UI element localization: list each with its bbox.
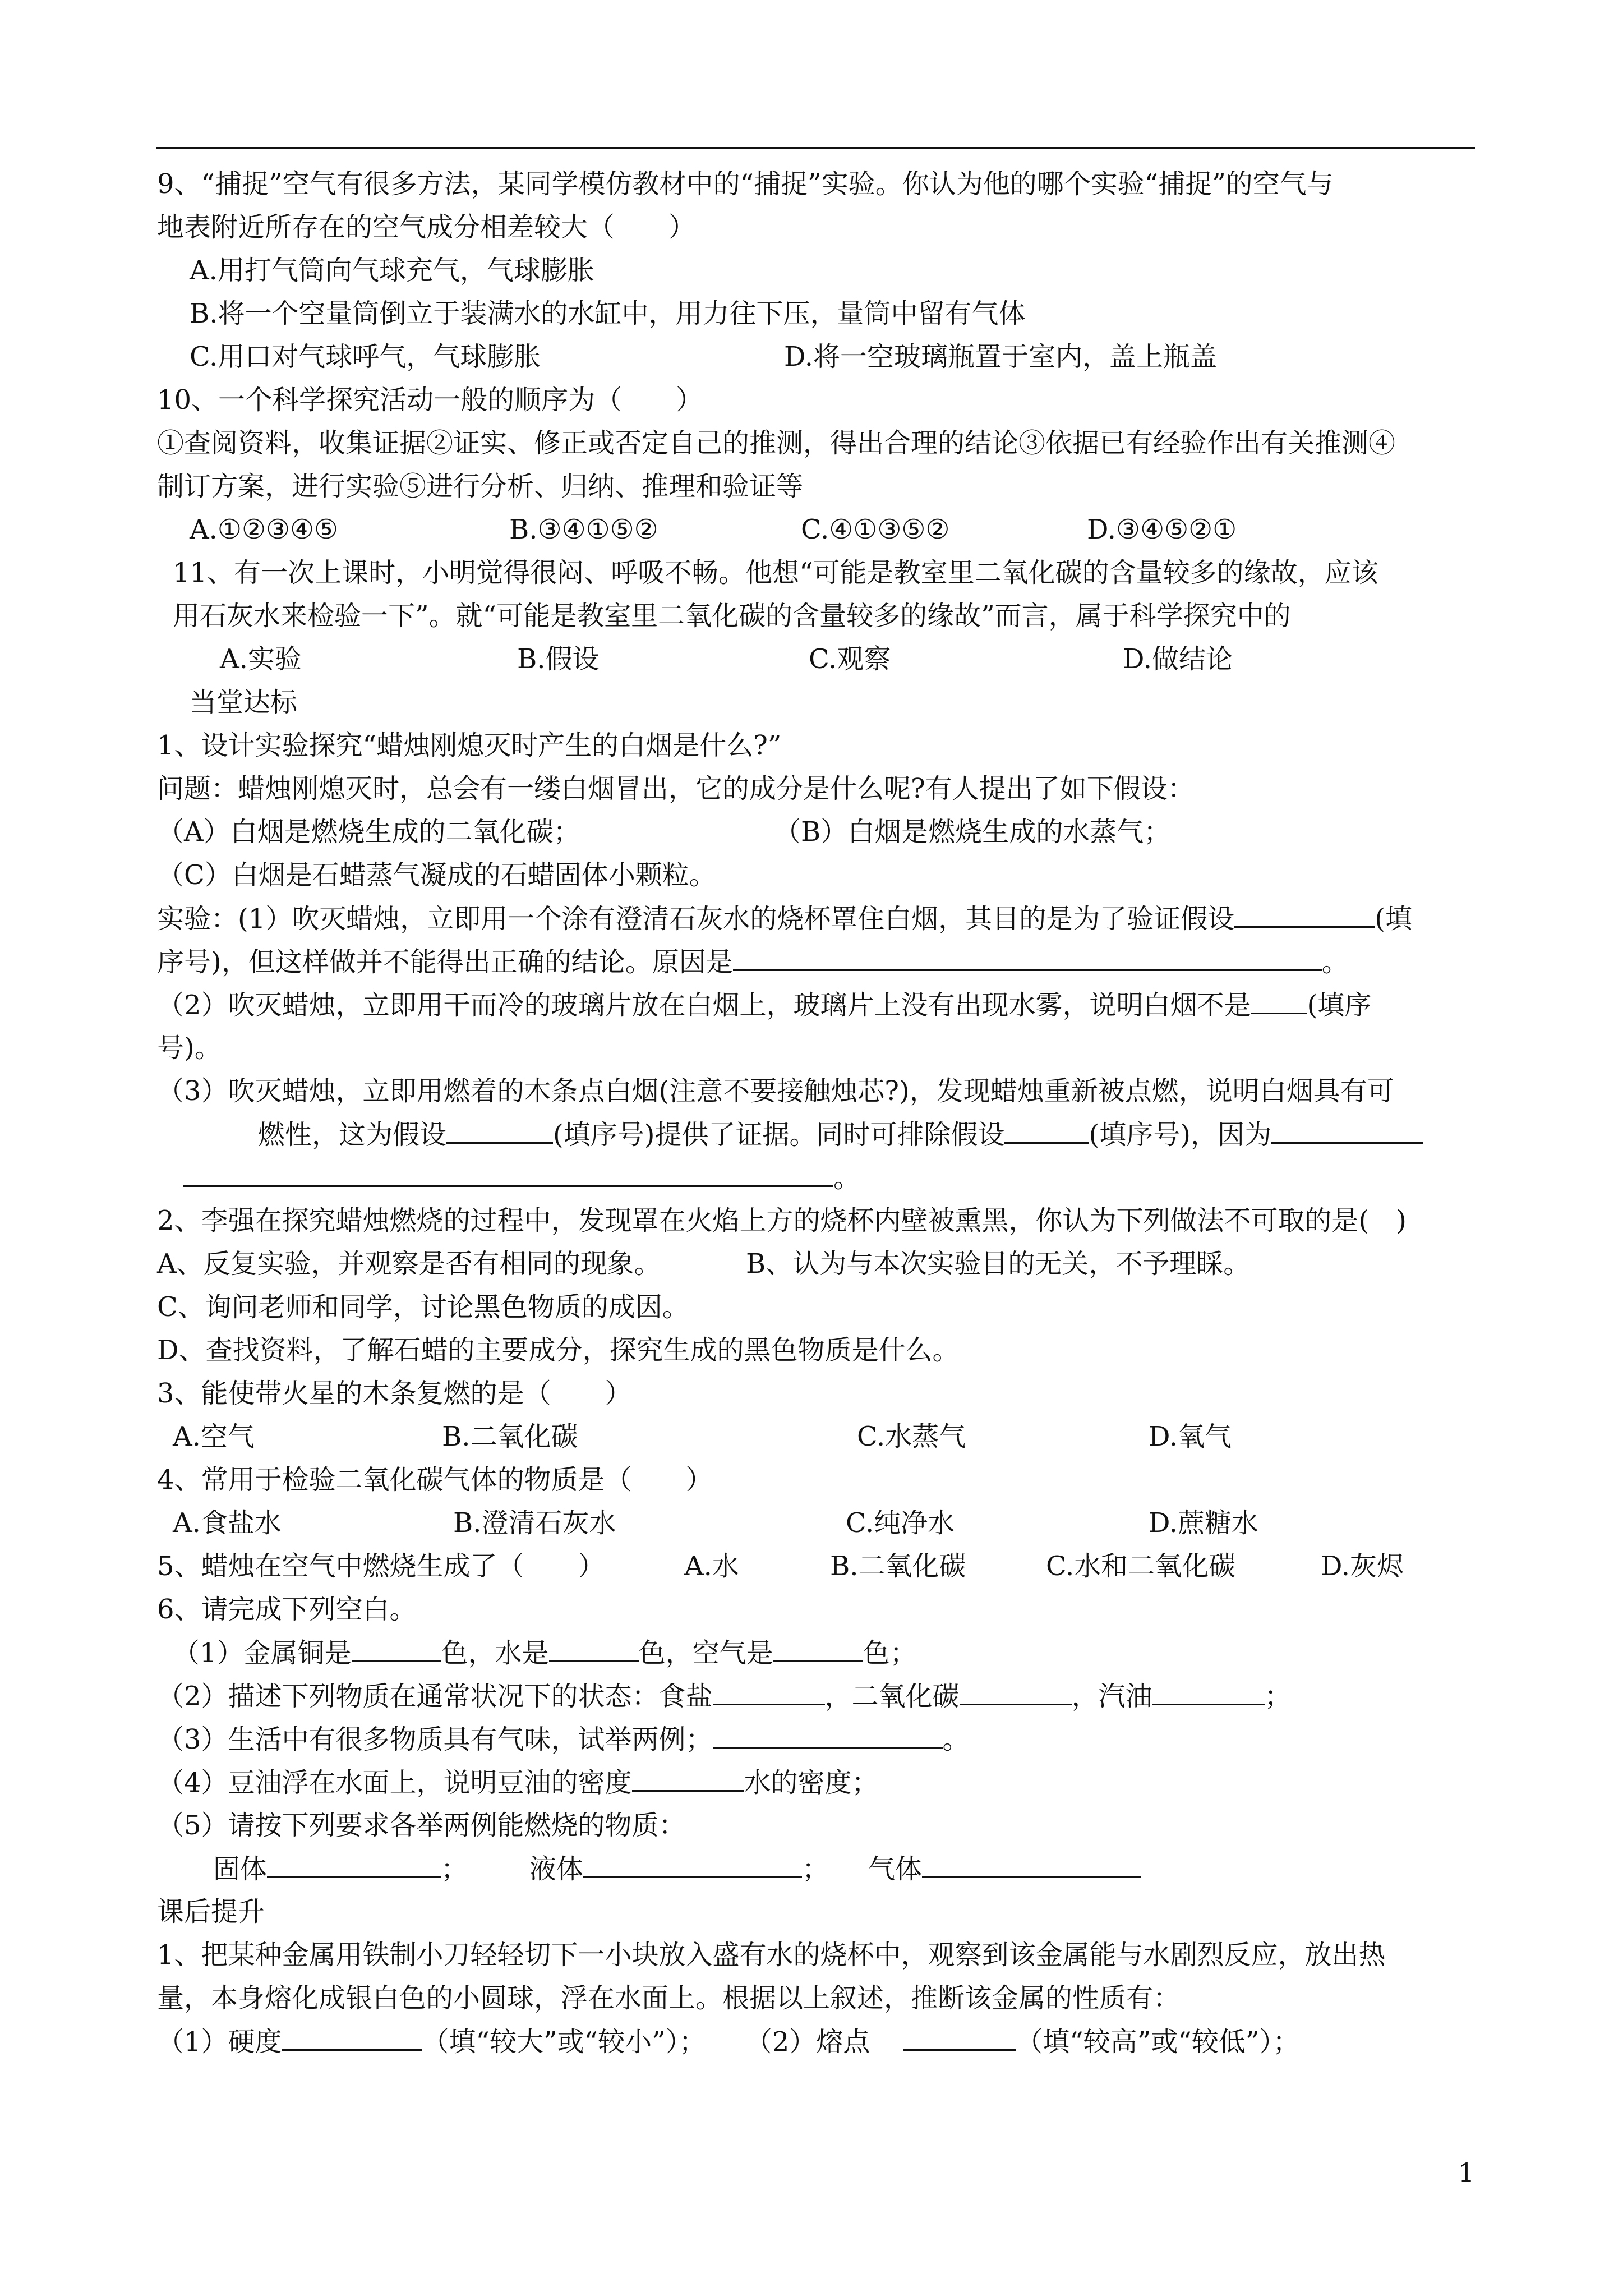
t6-title: 6、请完成下列空白。 [157, 1594, 417, 1625]
worksheet-content [157, 163, 1492, 2063]
t6-sub-2-text-d: ； [1264, 1681, 1292, 1712]
t6-sub-3 [157, 1718, 1492, 1761]
t1-exp1-end: 。 [1321, 946, 1349, 978]
q10-option-c: C.④①③⑤② [801, 514, 950, 545]
t6-solid-label: 固体 [213, 1853, 268, 1885]
t5-question: 5、蜡烛在空气中燃烧生成了（ ） [157, 1550, 605, 1582]
answer-blank[interactable] [1004, 1113, 1089, 1144]
t1-title: 1、设计实验探究“蜡烛刚熄灭时产生的白烟是什么?” [157, 730, 782, 761]
t6-sub-2-text-b: ，二氧化碳 [824, 1681, 960, 1712]
q11-option-a: A.实验 [220, 643, 302, 675]
t1-exp3-text-b: (填序号)提供了证据。同时可排除假设 [553, 1119, 1005, 1151]
t2-option-b: B、认为与本次实验目的无关，不予理睬。 [746, 1248, 1251, 1280]
t6-sub-3-text: （3）生活中有很多物质具有气味，试举两例； [157, 1724, 713, 1755]
t1-hypothesis-c: （C）白烟是石蜡蒸气凝成的石蜡固体小颗粒。 [157, 859, 716, 891]
h1-part-1-hint: （填“较大”或“较小”）； [422, 2026, 706, 2058]
answer-blank[interactable] [1251, 983, 1307, 1014]
t1-exp3-line-1: （3）吹灭蜡烛，立即用燃着的木条点白烟(注意不要接触烛芯?)，发现蜡烛重新被点燃，说明白烟具有可 [157, 1075, 1394, 1107]
t1-exp2-fill-hint: (填序 [1307, 990, 1372, 1021]
t1-exp2-text: （2）吹灭蜡烛，立即用干而冷的玻璃片放在白烟上，玻璃片上没有出现水雾，说明白烟不是 [157, 990, 1251, 1021]
t2-question: 2、李强在探究蜡烛燃烧的过程中，发现罩在火焰上方的烧杯内壁被熏黑，你认为下列做法不可取的是( ) [157, 1205, 1407, 1236]
q11-options [157, 638, 1492, 681]
answer-blank[interactable] [1152, 1674, 1265, 1705]
h1-line-1: 1、把某种金属用铁制小刀轻轻切下一小块放入盛有水的烧杯中，观察到该金属能与水剧烈反应，放出热 [157, 1939, 1386, 1971]
t1-exp3-text-c: (填序号)，因为 [1089, 1119, 1271, 1151]
t6-sub-5-answers [157, 1847, 1492, 1890]
q10-line-3: 制订方案，进行实验⑤进行分析、归纳、推理和验证等 [157, 471, 804, 502]
t6-sub-4-text-b: 水的密度； [744, 1767, 879, 1798]
t6-gas-label: 气体 [868, 1853, 923, 1885]
t6-sub-1-text-a: （1）金属铜是 [173, 1637, 352, 1669]
answer-blank[interactable] [267, 1847, 441, 1878]
h1-line-2: 量，本身熔化成银白色的小圆球，浮在水面上。根据以上叙述，推断该金属的性质有： [157, 1982, 1181, 2014]
page-number: 1 [1458, 2157, 1475, 2188]
t1-exp1-line-1 [157, 897, 1492, 940]
t2-option-a: A、反复实验，并观察是否有相同的现象。 [157, 1248, 661, 1280]
t6-sub-1 [157, 1631, 1492, 1674]
q10-option-b: B.③④①⑤② [509, 514, 658, 545]
q9-option-d: D.将一空玻璃瓶置于室内，盖上瓶盖 [784, 341, 1218, 372]
t1-hypotheses-ab [157, 811, 1492, 854]
t2-option-d: D、查找资料，了解石蜡的主要成分，探究生成的黑色物质是什么。 [157, 1335, 960, 1366]
h1-parts [157, 2020, 1492, 2063]
t1-hypothesis-a: （A）白烟是燃烧生成的二氧化碳； [157, 816, 580, 848]
t5-option-d: D.灰烬 [1321, 1550, 1404, 1582]
answer-blank[interactable] [352, 1631, 441, 1662]
t5-line [157, 1545, 1492, 1588]
q10-line-1: 10、一个科学探究活动一般的顺序为（ ） [157, 384, 703, 416]
t2-option-c: C、询问老师和同学，讨论黑色物质的成因。 [157, 1291, 689, 1323]
t6-sub-1-text-c: 色，空气是 [638, 1637, 773, 1669]
t4-options [157, 1502, 1492, 1545]
h1-part-2-hint: （填“较高”或“较低”）； [1016, 2026, 1300, 2058]
t3-option-b: B.二氧化碳 [442, 1421, 578, 1452]
answer-blank[interactable] [1271, 1113, 1423, 1144]
q9-options-cd [157, 335, 1492, 379]
t5-option-c: C.水和二氧化碳 [1046, 1550, 1236, 1582]
t6-sub-1-text-b: 色，水是 [441, 1637, 549, 1669]
t5-option-a: A.水 [684, 1550, 739, 1582]
t3-question: 3、能使带火星的木条复燃的是（ ） [157, 1378, 632, 1409]
t4-option-a: A.食盐水 [173, 1507, 282, 1539]
section-heading-in-class: 当堂达标 [190, 687, 298, 718]
answer-blank[interactable] [922, 1847, 1141, 1878]
q11-option-c: C.观察 [809, 643, 891, 675]
answer-blank[interactable] [713, 1674, 825, 1705]
answer-blank[interactable] [733, 940, 1322, 971]
answer-blank[interactable] [1234, 897, 1375, 928]
t6-sub-1-text-d: 色； [863, 1637, 917, 1669]
t1-exp3-line-3 [157, 1156, 1492, 1199]
t1-problem: 问题：蜡烛刚熄灭时，总会有一缕白烟冒出，它的成分是什么呢?有人提出了如下假设： [157, 773, 1195, 804]
t4-option-b: B.澄清石灰水 [453, 1507, 616, 1539]
t1-exp1-fill-hint: (填 [1375, 903, 1413, 935]
q11-line-1: 11、有一次上课时，小明觉得很闷、呼吸不畅。他想“可能是教室里二氧化碳的含量较多的缘故，应该 [173, 557, 1378, 588]
answer-blank[interactable] [583, 1847, 802, 1878]
t1-exp2-line-1 [157, 983, 1492, 1027]
t6-sep-1: ； [441, 1853, 468, 1885]
h1-part-1-label: （1）硬度 [157, 2026, 282, 2058]
t1-exp1-reason-text: 序号)，但这样做并不能得出正确的结论。原因是 [157, 946, 733, 978]
t6-sub-5: （5）请按下列要求各举两例能燃烧的物质： [157, 1810, 686, 1841]
q11-line-2: 用石灰水来检验一下”。就“可能是教室里二氧化碳的含量较多的缘故”而言，属于科学探究中的 [173, 600, 1291, 632]
q10-option-a: A.①②③④⑤ [190, 514, 339, 545]
answer-blank[interactable] [713, 1718, 943, 1749]
t6-sub-2-text-a: （2）描述下列物质在通常状况下的状态：食盐 [157, 1681, 713, 1712]
answer-blank[interactable] [183, 1156, 833, 1187]
t6-sub-2 [157, 1674, 1492, 1718]
answer-blank[interactable] [446, 1113, 553, 1144]
answer-blank[interactable] [960, 1674, 1072, 1705]
t1-exp3-text-a: 燃性，这为假设 [258, 1119, 447, 1151]
t1-exp3-line-2 [157, 1113, 1492, 1156]
t6-sub-2-text-c: ，汽油 [1071, 1681, 1152, 1712]
q11-option-d: D.做结论 [1123, 643, 1233, 675]
answer-blank[interactable] [903, 2020, 1016, 2051]
t6-sep-2: ； [802, 1853, 829, 1885]
h1-part-2-label: （2）熔点 [745, 2026, 870, 2058]
t6-sub-3-end: 。 [942, 1724, 970, 1755]
t1-hypothesis-b: （B）白烟是燃烧生成的水蒸气； [774, 816, 1171, 848]
t1-exp2-line-2: 号)。 [157, 1032, 222, 1064]
t4-option-c: C.纯净水 [846, 1507, 955, 1539]
answer-blank[interactable] [282, 2020, 422, 2051]
t4-question: 4、常用于检验二氧化碳气体的物质是（ ） [157, 1464, 713, 1496]
section-heading-after-class: 课后提升 [157, 1896, 265, 1927]
t3-option-c: C.水蒸气 [857, 1421, 966, 1452]
q9-option-a: A.用打气筒向气球充气，气球膨胀 [190, 255, 594, 286]
t6-sub-4 [157, 1761, 1492, 1804]
answer-blank[interactable] [773, 1631, 863, 1662]
t3-option-d: D.氧气 [1149, 1421, 1232, 1452]
q9-option-b: B.将一个空量筒倒立于装满水的水缸中，用力往下压，量筒中留有气体 [190, 298, 1026, 329]
q9-option-c: C.用口对气球呼气，气球膨胀 [190, 341, 541, 372]
q10-option-d: D.③④⑤②① [1087, 514, 1237, 545]
t3-options [157, 1415, 1492, 1458]
t1-exp1-text: 实验：(1）吹灭蜡烛，立即用一个涂有澄清石灰水的烧杯罩住白烟，其目的是为了验证假设 [157, 903, 1235, 935]
q9-line-1: 9、“捕捉”空气有很多方法，某同学模仿教材中的“捕捉”实验。你认为他的哪个实验“捕捉”的空气与 [157, 168, 1334, 200]
header-rule [156, 147, 1475, 149]
q11-option-b: B.假设 [517, 643, 600, 675]
t5-option-b: B.二氧化碳 [830, 1550, 966, 1582]
q10-options [157, 508, 1492, 551]
answer-blank[interactable] [549, 1631, 639, 1662]
t6-sub-4-text-a: （4）豆油浮在水面上，说明豆油的密度 [157, 1767, 632, 1798]
t2-options-ab [157, 1243, 1492, 1286]
q10-line-2: ①查阅资料，收集证据②证实、修正或否定自己的推测，得出合理的结论③依据已有经验作出有关推测④ [157, 427, 1396, 459]
t4-option-d: D.蔗糖水 [1149, 1507, 1259, 1539]
t1-exp1-line-2 [157, 940, 1492, 983]
t1-exp3-end: 。 [833, 1162, 861, 1194]
t6-liquid-label: 液体 [529, 1853, 584, 1885]
t3-option-a: A.空气 [173, 1421, 255, 1452]
q9-line-2: 地表附近所存在的空气成分相差较大（ ） [157, 211, 696, 243]
answer-blank[interactable] [632, 1761, 744, 1792]
